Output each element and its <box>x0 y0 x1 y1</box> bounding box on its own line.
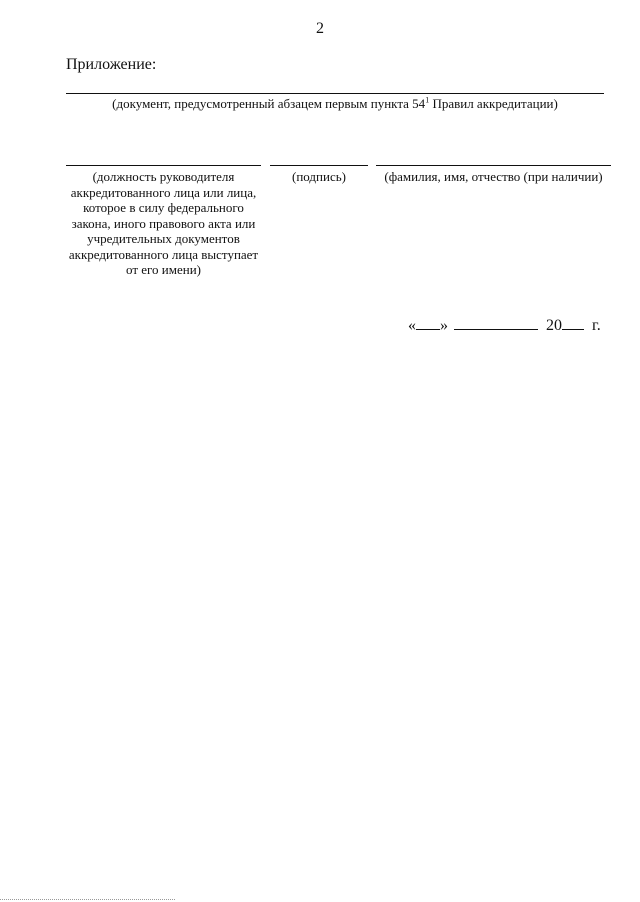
page-number: 2 <box>316 20 324 37</box>
name-caption: (фамилия, имя, отчество (при наличии) <box>384 169 603 184</box>
position-caption-line: закона, иного правового акта или <box>71 215 256 231</box>
document-caption-superscript: 1 <box>425 95 430 105</box>
document-caption-tail: Правил аккредитации) <box>429 96 558 111</box>
position-caption-line: (должность руководителя <box>92 169 235 184</box>
date-day-blank <box>416 315 440 330</box>
position-fill-line <box>66 165 261 166</box>
position-caption-line: аккредитованного лица выступает <box>68 246 259 262</box>
position-caption <box>66 169 261 278</box>
document-caption <box>66 96 604 112</box>
position-caption-line: аккредитованного лица или лица, <box>70 184 257 200</box>
date-month-blank <box>454 315 538 330</box>
date-year-suffix: г. <box>592 317 601 334</box>
date-year-blank <box>562 315 584 330</box>
appendix-label: Приложение: <box>66 56 157 73</box>
position-caption-line: от его имени) <box>126 262 201 277</box>
date-open-quote: « <box>408 317 416 334</box>
signature-caption: (подпись) <box>292 169 346 184</box>
date-century: 20 <box>546 317 562 334</box>
document-fill-line <box>66 93 604 94</box>
position-caption-line: учредительных документов <box>87 231 240 246</box>
scan-edge-mark <box>0 899 175 900</box>
signature-fill-line <box>270 165 368 166</box>
name-fill-line <box>376 165 611 166</box>
date-close-quote: » <box>440 317 448 334</box>
position-caption-line: которое в силу федерального <box>83 200 244 215</box>
date-line <box>408 315 601 335</box>
document-caption-main: (документ, предусмотренный абзацем первым пункта 54 <box>112 96 426 111</box>
